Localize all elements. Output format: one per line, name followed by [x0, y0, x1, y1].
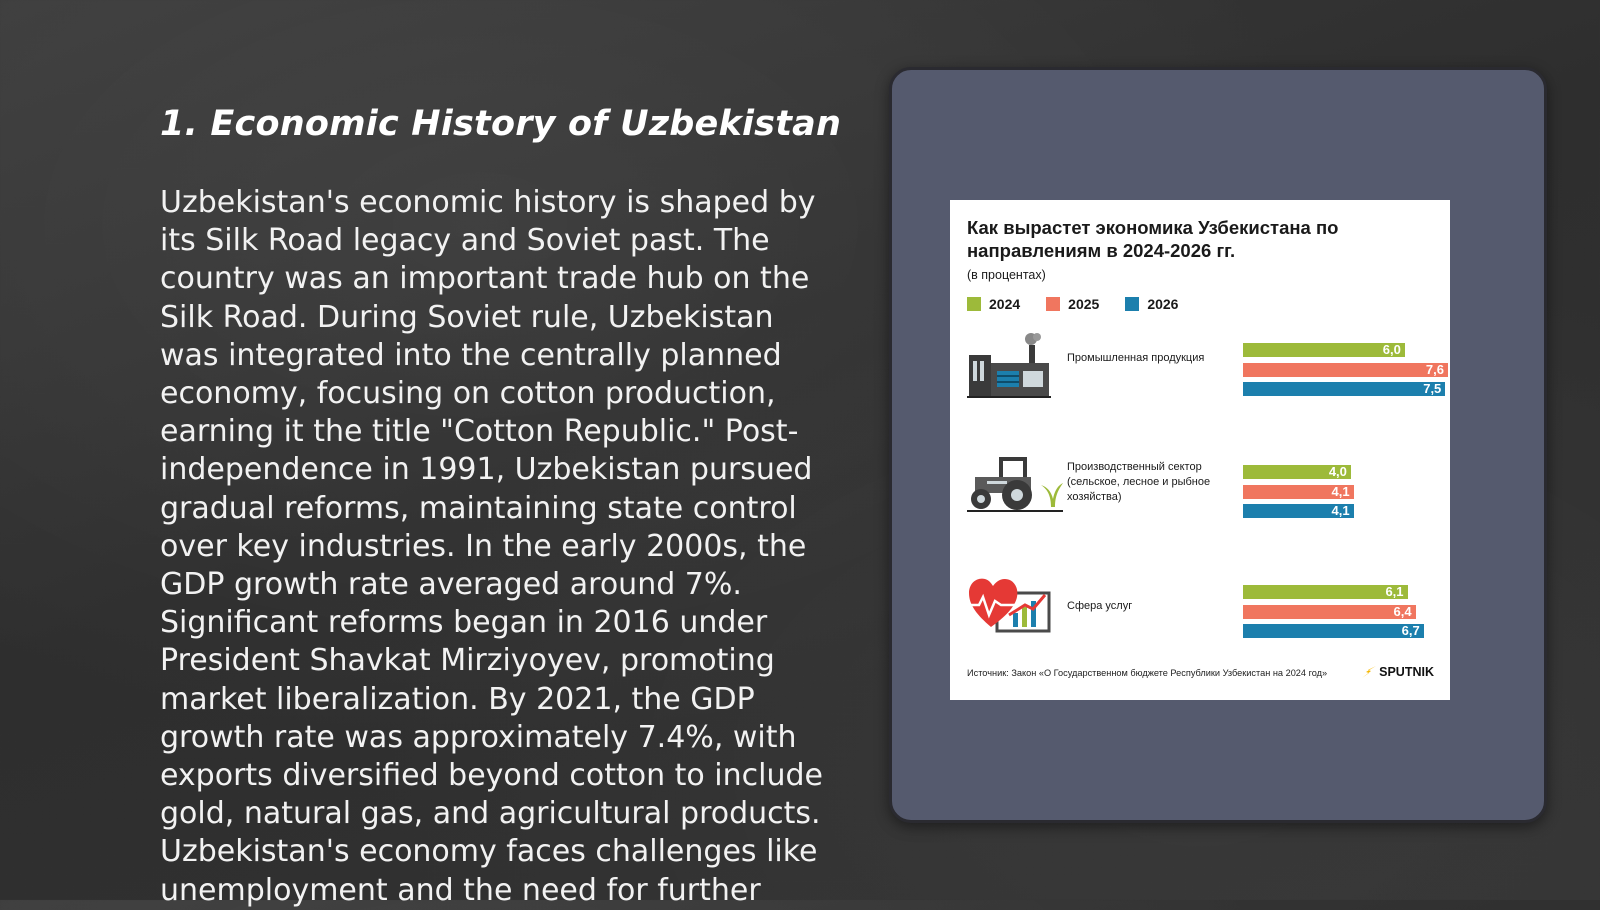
- chart-title: Как вырастет экономика Узбекистана по направлениям в 2024-2026 гг.: [967, 217, 1339, 261]
- legend-label-2026: 2026: [1147, 296, 1179, 312]
- source-note: Источник: Закон «О Государственном бюджете Республики Узбекистан на 2024 год»: [967, 668, 1328, 678]
- bar-2026: 4,1: [1243, 504, 1354, 518]
- slide-title: 1. Economic History of Uzbekistan: [160, 104, 842, 144]
- bar-2024: 4,0: [1243, 465, 1351, 479]
- bar-2026: 7,5: [1243, 382, 1445, 396]
- legend-item-2026: [1125, 296, 1178, 312]
- legend-swatch-2025: [1046, 297, 1060, 311]
- category-label: Сфера услуг: [1067, 600, 1133, 612]
- legend-label-2024: 2024: [989, 296, 1021, 312]
- brand-logo: [1362, 665, 1434, 679]
- tractor-icon: [967, 455, 1063, 518]
- category-services: [967, 575, 1433, 645]
- brand-name: SPUTNIK: [1379, 665, 1434, 679]
- chart-subtitle: (в процентах): [967, 268, 1046, 282]
- bar-2024: 6,1: [1243, 585, 1408, 599]
- legend-item-2025: [1046, 296, 1099, 312]
- bar-2026: 6,7: [1243, 624, 1424, 638]
- bar-2025: 6,4: [1243, 605, 1416, 619]
- lightning-icon: [1362, 666, 1376, 678]
- category-agriculture: [967, 455, 1433, 525]
- bar-2024: 6,0: [1243, 343, 1405, 357]
- factory-icon: [967, 333, 1051, 404]
- legend-label-2025: 2025: [1068, 296, 1100, 312]
- legend-swatch-2026: [1125, 297, 1139, 311]
- slide-body-text: Uzbekistan's economic history is shaped by its Silk Road legacy and Soviet past. The country was an important trade hub on the Silk Road. During Soviet rule, Uzbekistan was integrated into the centrally planned economy, focusing on cotton production, earning it the title "Cotton Republic." Post-independence in 1991, Uzbekistan pursued gradual reforms, maintaining state control over key industries. In the early 2000s, the GDP growth rate averaged around 7%. Significant reforms began in 2016 under President Shavkat Mirziyoyev, promoting market liberalization. By 2021, the GDP growth rate was approximately 7.4%, with exports diversified beyond cotton to include gold, natural gas, and agricultural products. Uzbekistan's economy faces challenges like unemployment and the need for further: [160, 185, 823, 908]
- heart-chart-icon: [967, 575, 1053, 642]
- legend-item-2024: [967, 296, 1020, 312]
- bar-2025: 4,1: [1243, 485, 1354, 499]
- chart-legend: [967, 296, 1433, 312]
- category-label: Промышленная продукция: [1067, 352, 1205, 364]
- category-label: Производственный сектор (сельское, лесное и рыбное хозяйства): [1067, 461, 1211, 503]
- bar-2025: 7,6: [1243, 363, 1448, 377]
- infographic: [950, 200, 1450, 700]
- legend-swatch-2024: [967, 297, 981, 311]
- category-industry: [967, 333, 1444, 403]
